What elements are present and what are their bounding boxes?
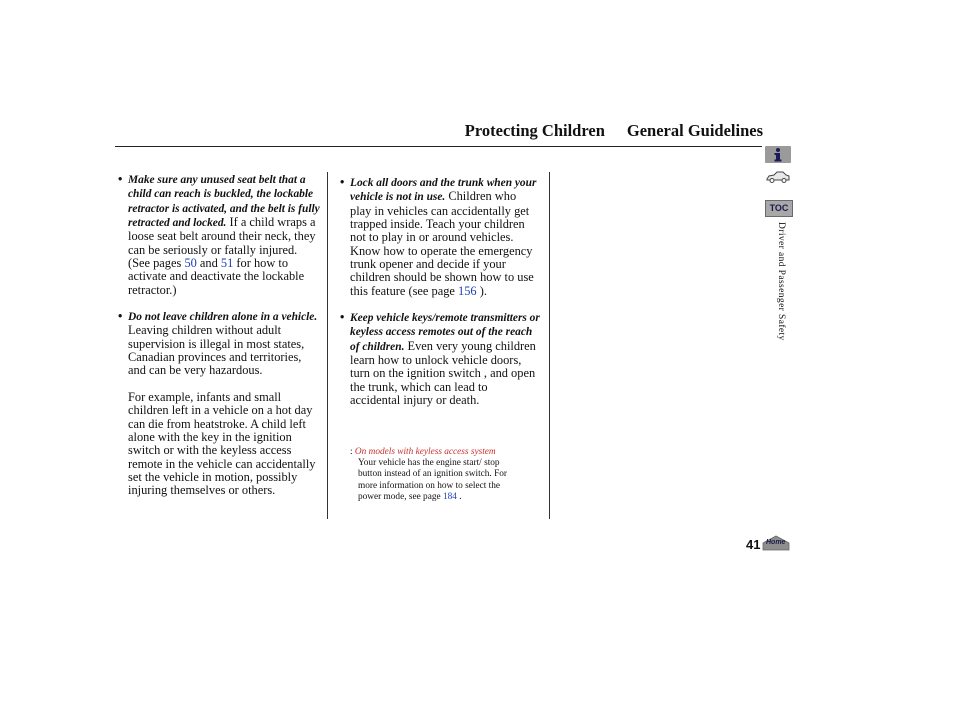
bullet-text: and — [196, 256, 221, 271]
bullet-emphasis: Keep vehicle keys/remote transmitters or keyless access remotes out of the reach of children. — [350, 312, 540, 353]
title-general-guidelines: General Guidelines — [626, 121, 763, 140]
section-label: Driver and Passenger Safety — [776, 222, 786, 341]
header-rule — [115, 146, 762, 147]
vehicle-index-button[interactable] — [765, 169, 791, 185]
bullet-text: Even very young children learn how to unlock vehicle doors, turn on the ignition switch , and open the trunk, which can lead to accidental injury or death. — [350, 338, 536, 408]
footnote-body — [350, 458, 516, 503]
bullet-emphasis: Lock all doors and the trunk when your vehicle is not in use. — [350, 177, 537, 204]
column-divider — [549, 172, 550, 519]
footnote-keyless — [350, 447, 520, 503]
bullet-emphasis: Do not leave children alone in a vehicle. — [128, 311, 318, 324]
column-middle — [340, 175, 540, 408]
bullet-emphasis: Make sure any unused seat belt that a child can reach is buckled, the lockable retractor is activated, and the belt is fully retracted and locked. — [128, 174, 320, 230]
toc-button[interactable]: TOC — [765, 200, 793, 217]
bullet-text: Children who play in vehicles can accidentally get trapped inside. Teach your children not to play in or around vehicles. Know how to operate the emergency trunk opener and decide if your children should be shown how to use this feature (see page — [350, 189, 534, 298]
page-number: 41 — [746, 537, 761, 552]
bullet-dot: • — [118, 309, 123, 324]
title-protecting-children: Protecting Children — [464, 121, 605, 140]
page-link-50[interactable]: 50 — [184, 256, 197, 271]
bullet-text: for how to activate and deactivate the lockable retractor.) — [128, 256, 305, 297]
bullet-lock-doors — [340, 175, 540, 298]
page-title — [465, 121, 763, 141]
page-link-156[interactable]: 156 — [458, 283, 477, 298]
bullet-unused-seat-belt — [118, 172, 320, 297]
page-link-184[interactable]: 184 — [442, 491, 457, 502]
column-divider — [327, 172, 328, 519]
footnote-text: . — [456, 491, 462, 502]
bullet-keep-keys — [340, 310, 540, 408]
page-link-51[interactable]: 51 — [220, 256, 234, 271]
footnote-condition: On models with keyless access system — [354, 447, 496, 457]
bullet-dot: • — [118, 172, 123, 186]
footnote-colon: : — [350, 447, 353, 457]
home-label: Home — [766, 539, 786, 546]
bullet-text: ). — [476, 283, 487, 298]
bullet-dot: • — [340, 175, 345, 189]
bullet-do-not-leave-children — [118, 309, 320, 378]
column-left — [118, 172, 320, 498]
info-button[interactable] — [765, 146, 791, 163]
footnote-text: Your vehicle has the engine start/ stop button instead of an ignition switch. For more information on how to select the power mode, see page — [358, 458, 507, 502]
car-icon — [765, 169, 791, 185]
info-icon — [765, 146, 791, 163]
bullet-dot: • — [340, 310, 345, 325]
home-button[interactable] — [762, 535, 790, 551]
paragraph-heatstroke: For example, infants and small children left in a vehicle on a hot day can die from heatstroke. A child left alone with the key in the ignition switch or with the keyless access remote in the vehicle can accidentally set the vehicle in motion, possibly injuring themselves or others. — [128, 389, 316, 498]
bullet-text: If a child wraps a loose seat belt around their neck, they can be seriously or fatally injured. (See pages — [128, 215, 316, 271]
bullet-text: Leaving children without adult supervision is illegal in most states, Canadian provinces and territories, and can be very hazardous. — [128, 323, 305, 378]
